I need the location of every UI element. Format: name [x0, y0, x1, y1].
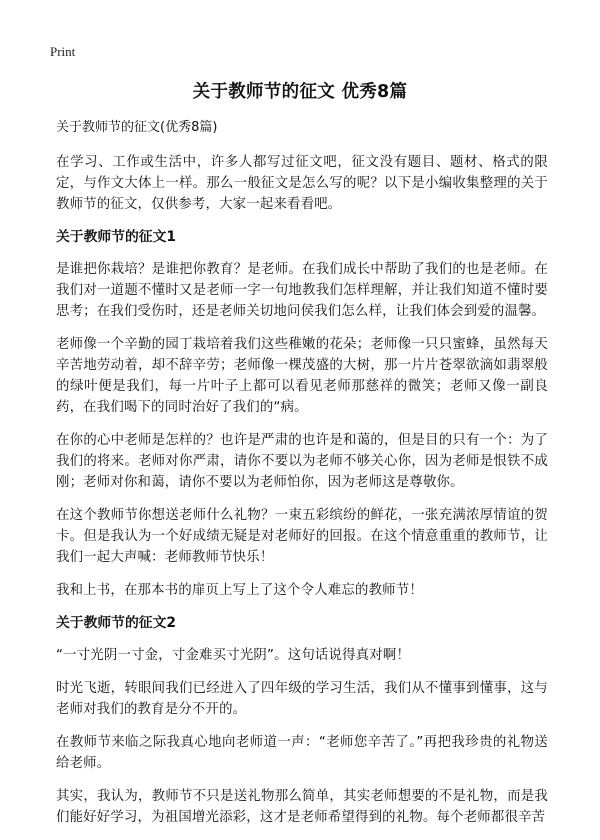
page-title: 关于教师节的征文 优秀8篇	[192, 82, 408, 102]
paragraph: 在这个教师节你想送老师什么礼物？一束五彩缤纷的鲜花，一张充满浓厚情谊的贺卡。但是我认为一个好成绩无疑是对老师好的回报。在这个情意重重的教师节，让我们一起大声喊：老师教师节快乐！	[56, 508, 548, 565]
document-subtitle: 关于教师节的征文(优秀8篇)	[56, 120, 218, 135]
document-body	[56, 118, 548, 840]
intro-paragraph: 在学习、工作或生活中，许多人都写过征文吧，征文没有题目、题材、格式的限定，与作文大体上一样。那么一般征文是怎么写的呢？以下是小编收集整理的关于教师节的征文，仅供参考，大家一起来看看吧。	[56, 155, 548, 212]
paragraph: 老师像一个辛勤的园丁栽培着我们这些稚嫩的花朵；老师像一只只蜜蜂，虽然每天辛苦地劳动着，却不辞辛劳；老师像一棵茂盛的大树，那一片片苍翠欲滴如翡翠般的绿叶便是我们，每一片叶子上都可以看见老师那慈祥的微笑；老师又像一副良药，在我们喝下的同时治好了我们的“病。	[56, 337, 548, 415]
section-1	[56, 227, 548, 601]
paragraph: 在你的心中老师是怎样的？也许是严肃的也许是和蔼的，但是目的只有一个：为了我们的将来。老师对你严肃，请你不要以为老师不够关心你，因为老师是恨铁不成刚；老师对你和蔼，请你不要以为老师怕你，因为老师这是尊敬你。	[56, 433, 548, 490]
section-2	[56, 613, 548, 828]
paragraph: “一寸光阴一寸金，寸金难买寸光阴”。这句话说得真对啊！	[56, 648, 411, 663]
print-label: Print	[50, 44, 76, 59]
paragraph: 我和上书，在那本书的扉页上写上了这个令人难忘的教师节！	[56, 583, 423, 598]
paragraph: 其实，我认为，教师节不只是送礼物那么简单，其实老师想要的不是礼物，而是我们能好好学习，为祖国增光添彩，这才是老师希望得到的礼物。每个老师都很辛苦	[56, 789, 548, 825]
paragraph: 是谁把你栽培？是谁把你教育？是老师。在我们成长中帮助了我们的也是老师。在我们对一道题不懂时又是老师一字一句地教我们怎样理解，并让我们知道不懂时要思考；在我们受伤时，还是老师关切地问侯我们怎么样，让我们体会到爱的温馨。	[56, 262, 548, 319]
paragraph: 时光飞逝，转眼间我们已经进入了四年级的学习生活，我们从不懂事到懂事，这与老师对我们的教育是分不开的。	[56, 681, 548, 717]
section-heading: 关于教师节的征文2	[56, 615, 176, 631]
section-heading: 关于教师节的征文1	[56, 229, 176, 245]
paragraph: 在教师节来临之际我真心地向老师道一声：“老师您辛苦了。”再把我珍贵的礼物送给老师。	[56, 735, 548, 771]
